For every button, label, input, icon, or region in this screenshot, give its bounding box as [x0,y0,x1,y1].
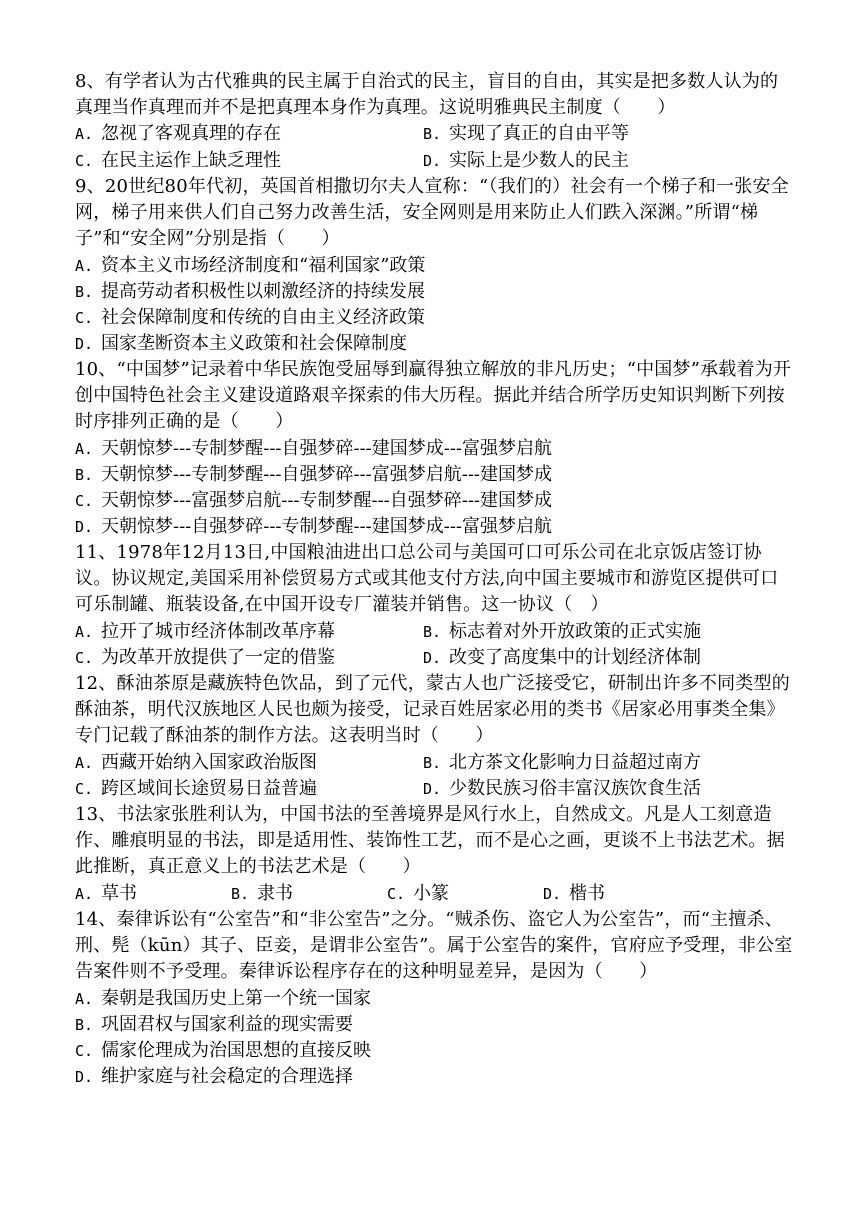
option-b[interactable]: B. 天朝惊梦---专制梦醒---自强梦碎---富强梦启航---建国梦成 [75,463,552,485]
question-8 [75,69,795,174]
option-c[interactable]: C. 社会保障制度和传统的自由主义经济政策 [75,306,425,328]
question-13 [75,802,795,907]
question-12 [75,671,795,802]
option-d[interactable]: D. 天朝惊梦---自强梦碎---专制梦醒---建国梦成---富强梦启航 [75,516,552,538]
option-a[interactable]: A. 草书 [75,882,137,904]
options [75,986,795,1091]
question-stem: 12、酥油茶原是藏族特色饮品，到了元代，蒙古人也广泛接受它，研制出许多不同类型的酥油茶，明代汉族地区人民也颇为接受，记录百姓居家必用的类书《居家必用事类全集》专门记载了酥油茶的制作方法。这表明当时（ ） [75,673,790,747]
option-a[interactable]: A. 资本主义市场经济制度和“福利国家”政策 [75,254,426,276]
option-b[interactable]: B. 实现了真正的自由平等 [423,123,629,145]
option-a[interactable]: A. 秦朝是我国历史上第一个统一国家 [75,987,371,1009]
question-stem: 13、书法家张胜利认为，中国书法的至善境界是风行水上，自然成文。凡是人工刻意造作、雕痕明显的书法，即是适用性、装饰性工艺，而不是心之画，更谈不上书法艺术。据此推断，真正意义上的书法艺术是（ ） [75,804,785,878]
question-stem: 10、“中国梦”记录着中华民族饱受屈辱到赢得独立解放的非凡历史；“中国梦”承载着为开创中国特色社会主义建设道路艰辛探索的伟大历程。据此并结合所学历史知识判断下列按时序排列正确的是（ ） [75,359,792,433]
option-a[interactable]: A. 天朝惊梦---专制梦醒---自强梦碎---建国梦成---富强梦启航 [75,437,552,459]
question-stem: 14、秦律诉讼有“公室告”和“非公室告”之分。“贼杀伤、盗它人为公室告”，而“主擅杀、刑、髡（kūn）其子、臣妾，是谓非公室告”。属于公室告的案件，官府应予受理，非公室告案件则不予受理。秦律诉讼程序存在的这种明显差异，是因为（ ） [75,909,793,983]
options [75,881,795,907]
option-d[interactable]: D. 少数民族习俗丰富汉族饮食生活 [423,777,701,799]
option-c[interactable]: C. 天朝惊梦---富强梦启航---专制梦醒---自强梦碎---建国梦成 [75,489,552,511]
option-c[interactable]: C. 跨区域间长途贸易日益普遍 [75,777,317,799]
option-d[interactable]: D. 楷书 [543,882,605,904]
option-c[interactable]: C. 小篆 [387,882,449,904]
option-b[interactable]: B. 北方茶文化影响力日益超过南方 [423,751,701,773]
question-11 [75,540,795,671]
question-stem: 8、有学者认为古代雅典的民主属于自治式的民主，盲目的自由，其实是把多数人认为的真理当作真理而并不是把真理本身作为真理。这说明雅典民主制度（ ） [75,71,779,119]
option-a[interactable]: A. 西藏开始纳入国家政治版图 [75,751,317,773]
option-c[interactable]: C. 在民主运作上缺乏理性 [75,149,281,171]
option-d[interactable]: D. 实际上是少数人的民主 [423,149,629,171]
options [75,253,795,358]
options [75,121,795,173]
question-9 [75,174,795,357]
options [75,750,795,802]
option-b[interactable]: B. 标志着对外开放政策的正式实施 [423,620,701,642]
options [75,436,795,541]
question-10 [75,357,795,540]
options [75,619,795,671]
question-stem: 11、1978年12月13日,中国粮油进出口总公司与美国可口可乐公司在北京饭店签订协议。协议规定,美国采用补偿贸易方式或其他支付方法,向中国主要城市和游览区提供可口可乐制罐、瓶装设备,在中国开设专厂灌装并销售。这一协议（ ） [75,542,779,616]
question-14 [75,907,795,1090]
question-stem: 9、20世纪80年代初，英国首相撒切尔夫人宣称：“（我们的）社会有一个梯子和一张安全网，梯子用来供人们自己努力改善生活，安全网则是用来防止人们跌入深渊。”所谓“梯子”和“安全网”分别是指（ ） [75,176,789,250]
option-d[interactable]: D. 维护家庭与社会稳定的合理选择 [75,1066,353,1088]
option-b[interactable]: B. 隶书 [231,882,293,904]
option-d[interactable]: D. 改变了高度集中的计划经济体制 [423,646,701,668]
option-b[interactable]: B. 提高劳动者积极性以刺激经济的持续发展 [75,280,425,302]
option-d[interactable]: D. 国家垄断资本主义政策和社会保障制度 [75,333,407,355]
option-b[interactable]: B. 巩固君权与国家利益的现实需要 [75,1013,353,1035]
option-a[interactable]: A. 拉开了城市经济体制改革序幕 [75,620,335,642]
option-c[interactable]: C. 为改革开放提供了一定的借鉴 [75,646,335,668]
option-c[interactable]: C. 儒家伦理成为治国思想的直接反映 [75,1039,371,1061]
option-a[interactable]: A. 忽视了客观真理的存在 [75,123,281,145]
